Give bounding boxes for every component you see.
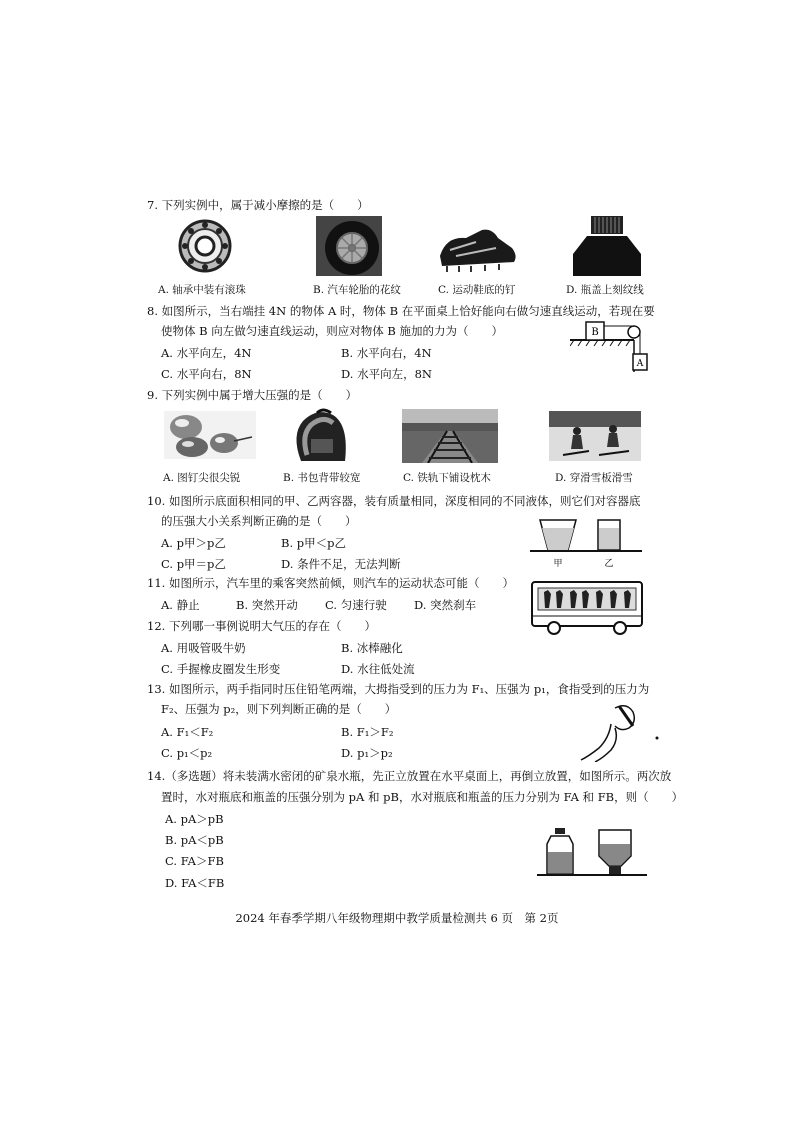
q10-option-a: A. p甲＞p乙 [161,536,226,550]
bottle-cap-image [571,214,643,276]
sports-shoe-image [436,226,518,276]
bus-passengers-image [530,578,646,636]
q10-stem-line1: 10. 如图所示底面积相同的甲、乙两容器，装有质量相同，深度相同的不同液体，则它们对容器底 [147,494,641,508]
q7-caption-b: B. 汽车轮胎的花纹 [313,284,401,296]
q7-stem: 7. 下列实例中，属于减小摩擦的是（ ） [147,198,369,212]
q13-stem-line1: 13. 如图所示，两手指同时压住铅笔两端，大拇指受到的压力为 F₁、压强为 p₁，食指受到的压力为 [147,682,650,696]
q12-option-b: B. 冰棒融化 [341,641,403,655]
q9-stem: 9. 下列实例中属于增大压强的是（ ） [147,388,358,402]
tire-image [316,216,382,276]
q11-option-d: D. 突然刹车 [414,598,477,612]
q9-caption-b: B. 书包背带较宽 [283,472,361,484]
q14-option-d: D. FA＜FB [165,876,225,890]
block-a-label: A [636,359,644,369]
q10-option-d: D. 条件不足，无法判断 [281,557,401,571]
block-b-label: B [591,327,599,338]
q8-option-d: D. 水平向左，8N [341,367,432,381]
q13-stem-line2: F₂、压强为 p₂，则下列判断正确的是（ ） [161,702,397,716]
q8-option-b: B. 水平向右，4N [341,346,432,360]
page-footer: 2024 年春季学期八年级物理期中教学质量检测共 6 页 第 2页 [235,911,559,925]
q7-caption-a: A. 轴承中装有滚珠 [158,284,246,296]
q12-stem: 12. 下列哪一事例说明大气压的存在（ ） [147,619,376,633]
thumbtack-image [164,411,256,459]
q13-option-c: C. p₁＜p₂ [161,746,213,760]
q11-stem: 11. 如图所示，汽车里的乘客突然前倾，则汽车的运动状态可能（ ） [147,576,514,590]
q14-option-b: B. pA＜pB [165,833,224,847]
pulley-figure [570,318,656,372]
q13-option-b: B. F₁＞F₂ [341,725,394,739]
container-yi-label: 乙 [604,559,614,568]
q14-stem-line2: 置时，水对瓶底和瓶盖的压强分别为 pA 和 pB，水对瓶底和瓶盖的压力分别为 FA 和 FB，则（ ） [161,790,684,804]
q14-stem-line1: 14.（多选题）将未装满水密闭的矿泉水瓶，先正立放置在水平桌面上，再倒立放置，如图所示。两次放 [147,769,672,783]
q10-option-c: C. p甲＝p乙 [161,557,226,571]
q7-caption-c: C. 运动鞋底的钉 [438,284,516,296]
q13-option-a: A. F₁＜F₂ [161,725,214,739]
q11-option-c: C. 匀速行驶 [325,598,387,612]
hand-pencil-figure [575,698,659,762]
q9-caption-a: A. 图钉尖很尖锐 [163,472,241,484]
schoolbag-image [287,405,353,463]
q12-option-a: A. 用吸管吸牛奶 [161,641,246,655]
q14-option-a: A. pA＞pB [165,812,224,826]
q9-caption-c: C. 铁轨下铺设枕木 [403,472,491,484]
skiing-image [549,411,641,461]
q7-caption-d: D. 瓶盖上刻纹线 [566,284,644,296]
q10-stem-line2: 的压强大小关系判断正确的是（ ） [161,514,357,528]
q8-stem-line2: 使物体 B 向左做匀速直线运动，则应对物体 B 施加的力为（ ） [161,324,504,338]
containers-figure [530,514,642,568]
q11-option-b: B. 突然开动 [236,598,298,612]
q10-option-b: B. p甲＜p乙 [281,536,346,550]
q8-option-c: C. 水平向右，8N [161,367,252,381]
q12-option-d: D. 水往低处流 [341,662,415,676]
bearing-image [178,218,232,274]
q14-option-c: C. FA＞FB [165,854,224,868]
container-jia-label: 甲 [553,559,563,568]
q8-option-a: A. 水平向左，4N [161,346,252,360]
q8-stem-line1: 8. 如图所示，当右端挂 4N 的物体 A 时，物体 B 在平面桌上恰好能向右做匀速直线运动，若现在要 [147,304,655,318]
q12-option-c: C. 手握橡皮圈发生形变 [161,662,281,676]
railway-image [402,409,498,463]
q9-caption-d: D. 穿滑雪板滑雪 [555,472,633,484]
water-bottles-figure [537,826,647,880]
q13-option-d: D. p₁＞p₂ [341,746,393,760]
q11-option-a: A. 静止 [161,598,200,612]
